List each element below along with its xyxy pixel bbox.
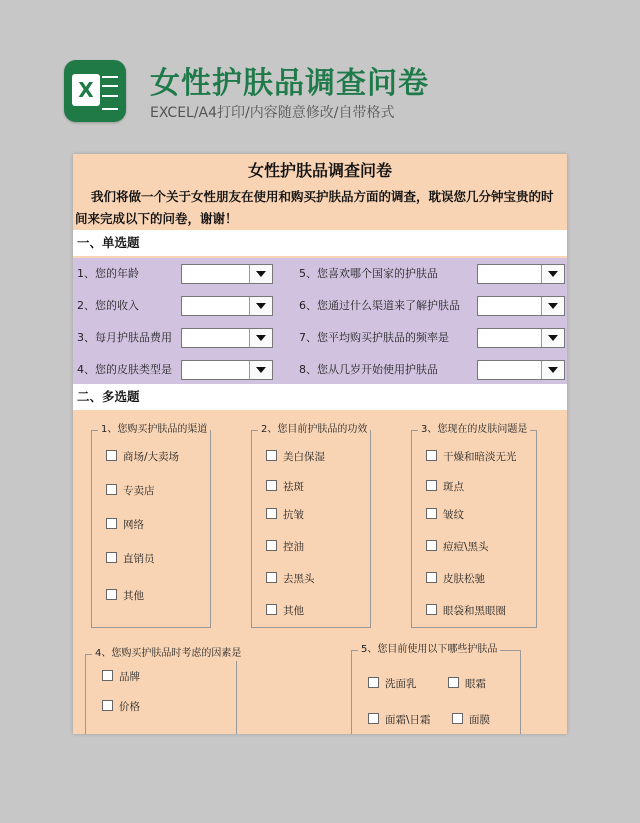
income-dropdown[interactable]	[181, 296, 273, 316]
option-wrinkles[interactable]: 皱纹	[426, 508, 464, 522]
question-start-age: 8、您从几岁开始使用护肤品	[299, 363, 438, 376]
option-specialty-store[interactable]: 专卖店	[106, 484, 155, 498]
chevron-down-icon[interactable]	[249, 329, 272, 347]
option-mall[interactable]: 商场/大卖场	[106, 450, 179, 464]
start-age-dropdown[interactable]	[477, 360, 565, 380]
checkbox[interactable]	[106, 552, 117, 563]
option-price[interactable]: 价格	[102, 700, 140, 714]
group-skin-problems	[411, 424, 537, 628]
age-dropdown[interactable]	[181, 264, 273, 284]
option-cleanser[interactable]: 洗面乳	[368, 677, 417, 691]
group-current-products	[351, 644, 521, 734]
group-label: 4、您购买护肤品时考虑的因素是	[92, 647, 244, 661]
chevron-down-icon[interactable]	[541, 297, 564, 315]
single-choice-block	[73, 258, 567, 386]
channel-dropdown[interactable]	[477, 296, 565, 316]
checkbox[interactable]	[266, 572, 277, 583]
checkbox[interactable]	[106, 589, 117, 600]
checkbox[interactable]	[426, 540, 437, 551]
option-sagging[interactable]: 皮肤松驰	[426, 572, 485, 586]
checkbox[interactable]	[368, 677, 379, 688]
question-channel: 6、您通过什么渠道来了解护肤品	[299, 299, 460, 312]
option-spot-removal[interactable]: 祛斑	[266, 480, 304, 494]
chevron-down-icon[interactable]	[249, 361, 272, 379]
monthly-cost-dropdown[interactable]	[181, 328, 273, 348]
checkbox[interactable]	[426, 480, 437, 491]
checkbox[interactable]	[426, 450, 437, 461]
country-dropdown[interactable]	[477, 264, 565, 284]
checkbox[interactable]	[426, 508, 437, 519]
question-frequency: 7、您平均购买护肤品的频率是	[299, 331, 449, 344]
group-product-effects	[251, 424, 371, 628]
option-brand[interactable]: 品牌	[102, 670, 140, 684]
option-other[interactable]: 其他	[266, 604, 304, 618]
checkbox[interactable]	[368, 713, 379, 724]
page-title: 女性护肤品调查问卷	[150, 66, 429, 101]
option-eye-bags[interactable]: 眼袋和黑眼圈	[426, 604, 506, 618]
option-other[interactable]: 其他	[106, 589, 144, 603]
checkbox[interactable]	[106, 484, 117, 495]
option-mask[interactable]: 面膜	[452, 713, 490, 727]
option-whitening[interactable]: 美白保湿	[266, 450, 325, 464]
chevron-down-icon[interactable]	[249, 265, 272, 283]
chevron-down-icon[interactable]	[541, 329, 564, 347]
group-label: 3、您现在的皮肤问题是	[418, 423, 530, 437]
checkbox[interactable]	[448, 677, 459, 688]
option-eye-cream[interactable]: 眼霜	[448, 677, 486, 691]
chevron-down-icon[interactable]	[541, 265, 564, 283]
checkbox[interactable]	[102, 670, 113, 681]
chevron-down-icon[interactable]	[249, 297, 272, 315]
option-blackhead[interactable]: 去黑头	[266, 572, 315, 586]
checkbox[interactable]	[106, 518, 117, 529]
checkbox[interactable]	[266, 480, 277, 491]
excel-logo-icon	[64, 60, 126, 122]
group-label: 1、您购买护肤品的渠道	[98, 423, 210, 437]
group-purchase-channel	[91, 424, 211, 628]
option-day-cream[interactable]: 面霜\日霜	[368, 713, 431, 727]
question-monthly-cost: 3、每月护肤品费用	[77, 331, 172, 344]
group-purchase-factors	[85, 648, 242, 734]
option-dryness[interactable]: 干燥和暗淡无光	[426, 450, 517, 464]
question-income: 2、您的收入	[77, 299, 139, 312]
checkbox[interactable]	[266, 508, 277, 519]
checkbox[interactable]	[426, 604, 437, 615]
checkbox[interactable]	[452, 713, 463, 724]
checkbox[interactable]	[102, 700, 113, 711]
option-anti-wrinkle[interactable]: 抗皱	[266, 508, 304, 522]
question-skin-type: 4、您的皮肤类型是	[77, 363, 172, 376]
option-acne[interactable]: 痘痘\黑头	[426, 540, 489, 554]
excel-grid-icon	[102, 76, 118, 110]
checkbox[interactable]	[106, 450, 117, 461]
excel-x-letter: X	[72, 74, 100, 106]
checkbox[interactable]	[266, 540, 277, 551]
option-direct-seller[interactable]: 直销员	[106, 552, 155, 566]
question-age: 1、您的年龄	[77, 267, 139, 280]
group-label: 5、您目前使用以下哪些护肤品	[358, 643, 500, 657]
option-spots[interactable]: 斑点	[426, 480, 464, 494]
page-subtitle: EXCEL/A4打印/内容随意修改/自带格式	[150, 105, 395, 121]
checkbox[interactable]	[266, 450, 277, 461]
checkbox[interactable]	[426, 572, 437, 583]
intro-text: 我们将做一个关于女性朋友在使用和购买护肤品方面的调查，耽误您几分钟宝贵的时间来完成以下的问卷，谢谢！	[75, 189, 554, 226]
option-oil-control[interactable]: 控油	[266, 540, 304, 554]
questionnaire-sheet	[73, 154, 567, 734]
checkbox[interactable]	[266, 604, 277, 615]
option-online[interactable]: 网络	[106, 518, 144, 532]
section-multi-choice: 二、多选题	[73, 384, 567, 410]
skin-type-dropdown[interactable]	[181, 360, 273, 380]
frequency-dropdown[interactable]	[477, 328, 565, 348]
section-single-choice: 一、单选题	[73, 230, 567, 256]
group-label: 2、您目前护肤品的功效	[258, 423, 370, 437]
question-country: 5、您喜欢哪个国家的护肤品	[299, 267, 438, 280]
chevron-down-icon[interactable]	[541, 361, 564, 379]
sheet-title: 女性护肤品调查问卷	[247, 161, 392, 180]
